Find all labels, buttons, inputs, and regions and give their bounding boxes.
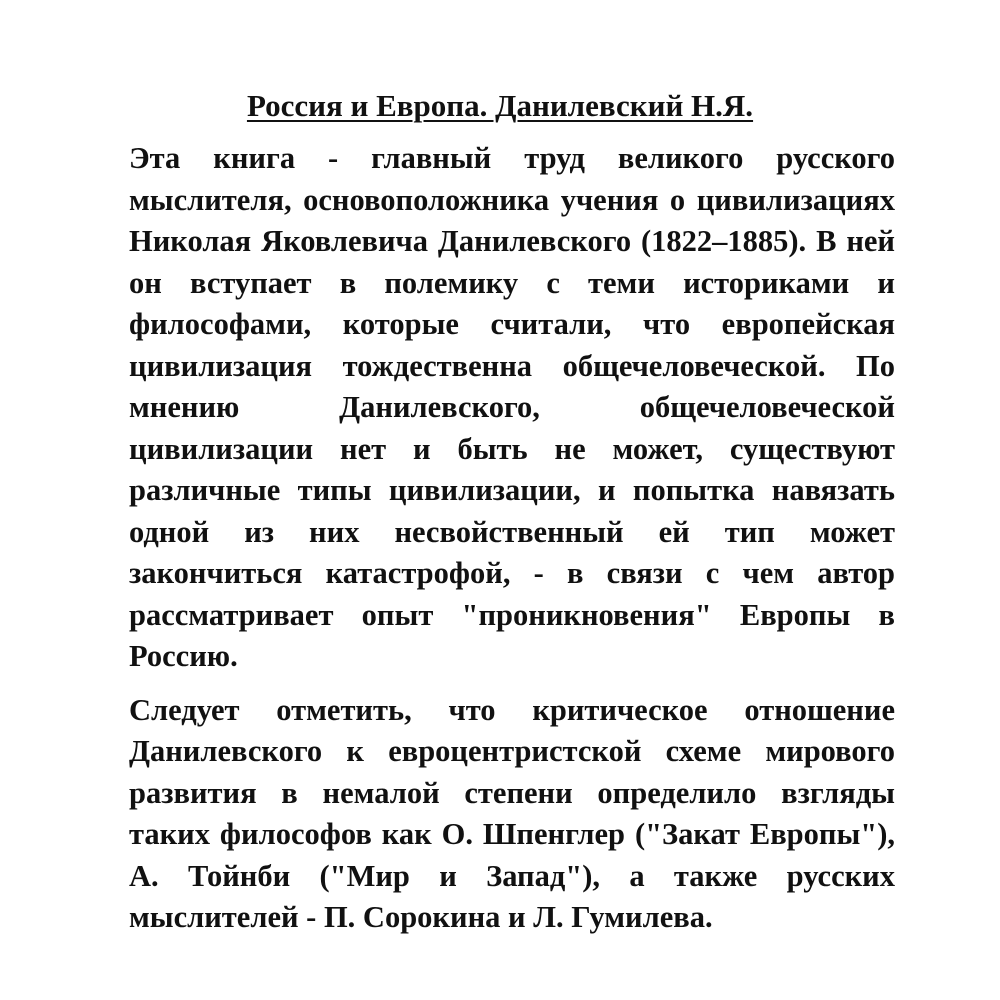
document-body <box>129 138 895 939</box>
paragraph-influence: Следует отметить, что критическое отношение Данилевского к евроцентристской схеме мирового развития в немалой степени определило взгляды таких философов как О. Шпенглер ("Закат Европы"), А. Тойнби ("Мир и Запад"), а также русских мыслителей - П. Сорокина и Л. Гумилева. <box>129 692 895 934</box>
document-title: Россия и Европа. Данилевский Н.Я. <box>246 88 754 123</box>
paragraph-intro: Эта книга - главный труд великого русского мыслителя, основоположника учения о цивилизациях Николая Яковлевича Данилевского (1822–1885). В ней он вступает в полемику с теми историками и философами, которые считали, что европейская цивилизация тождественна общечеловеческой. По мнению Данилевского, общечеловеческой цивилизации нет и быть не может, существуют различные типы цивилизации, и попытка навязать одной из них несвойственный ей тип может закончиться катастрофой, - в связи с чем автор рассматривает опыт "проникновения" Европы в Россию. <box>129 141 895 673</box>
